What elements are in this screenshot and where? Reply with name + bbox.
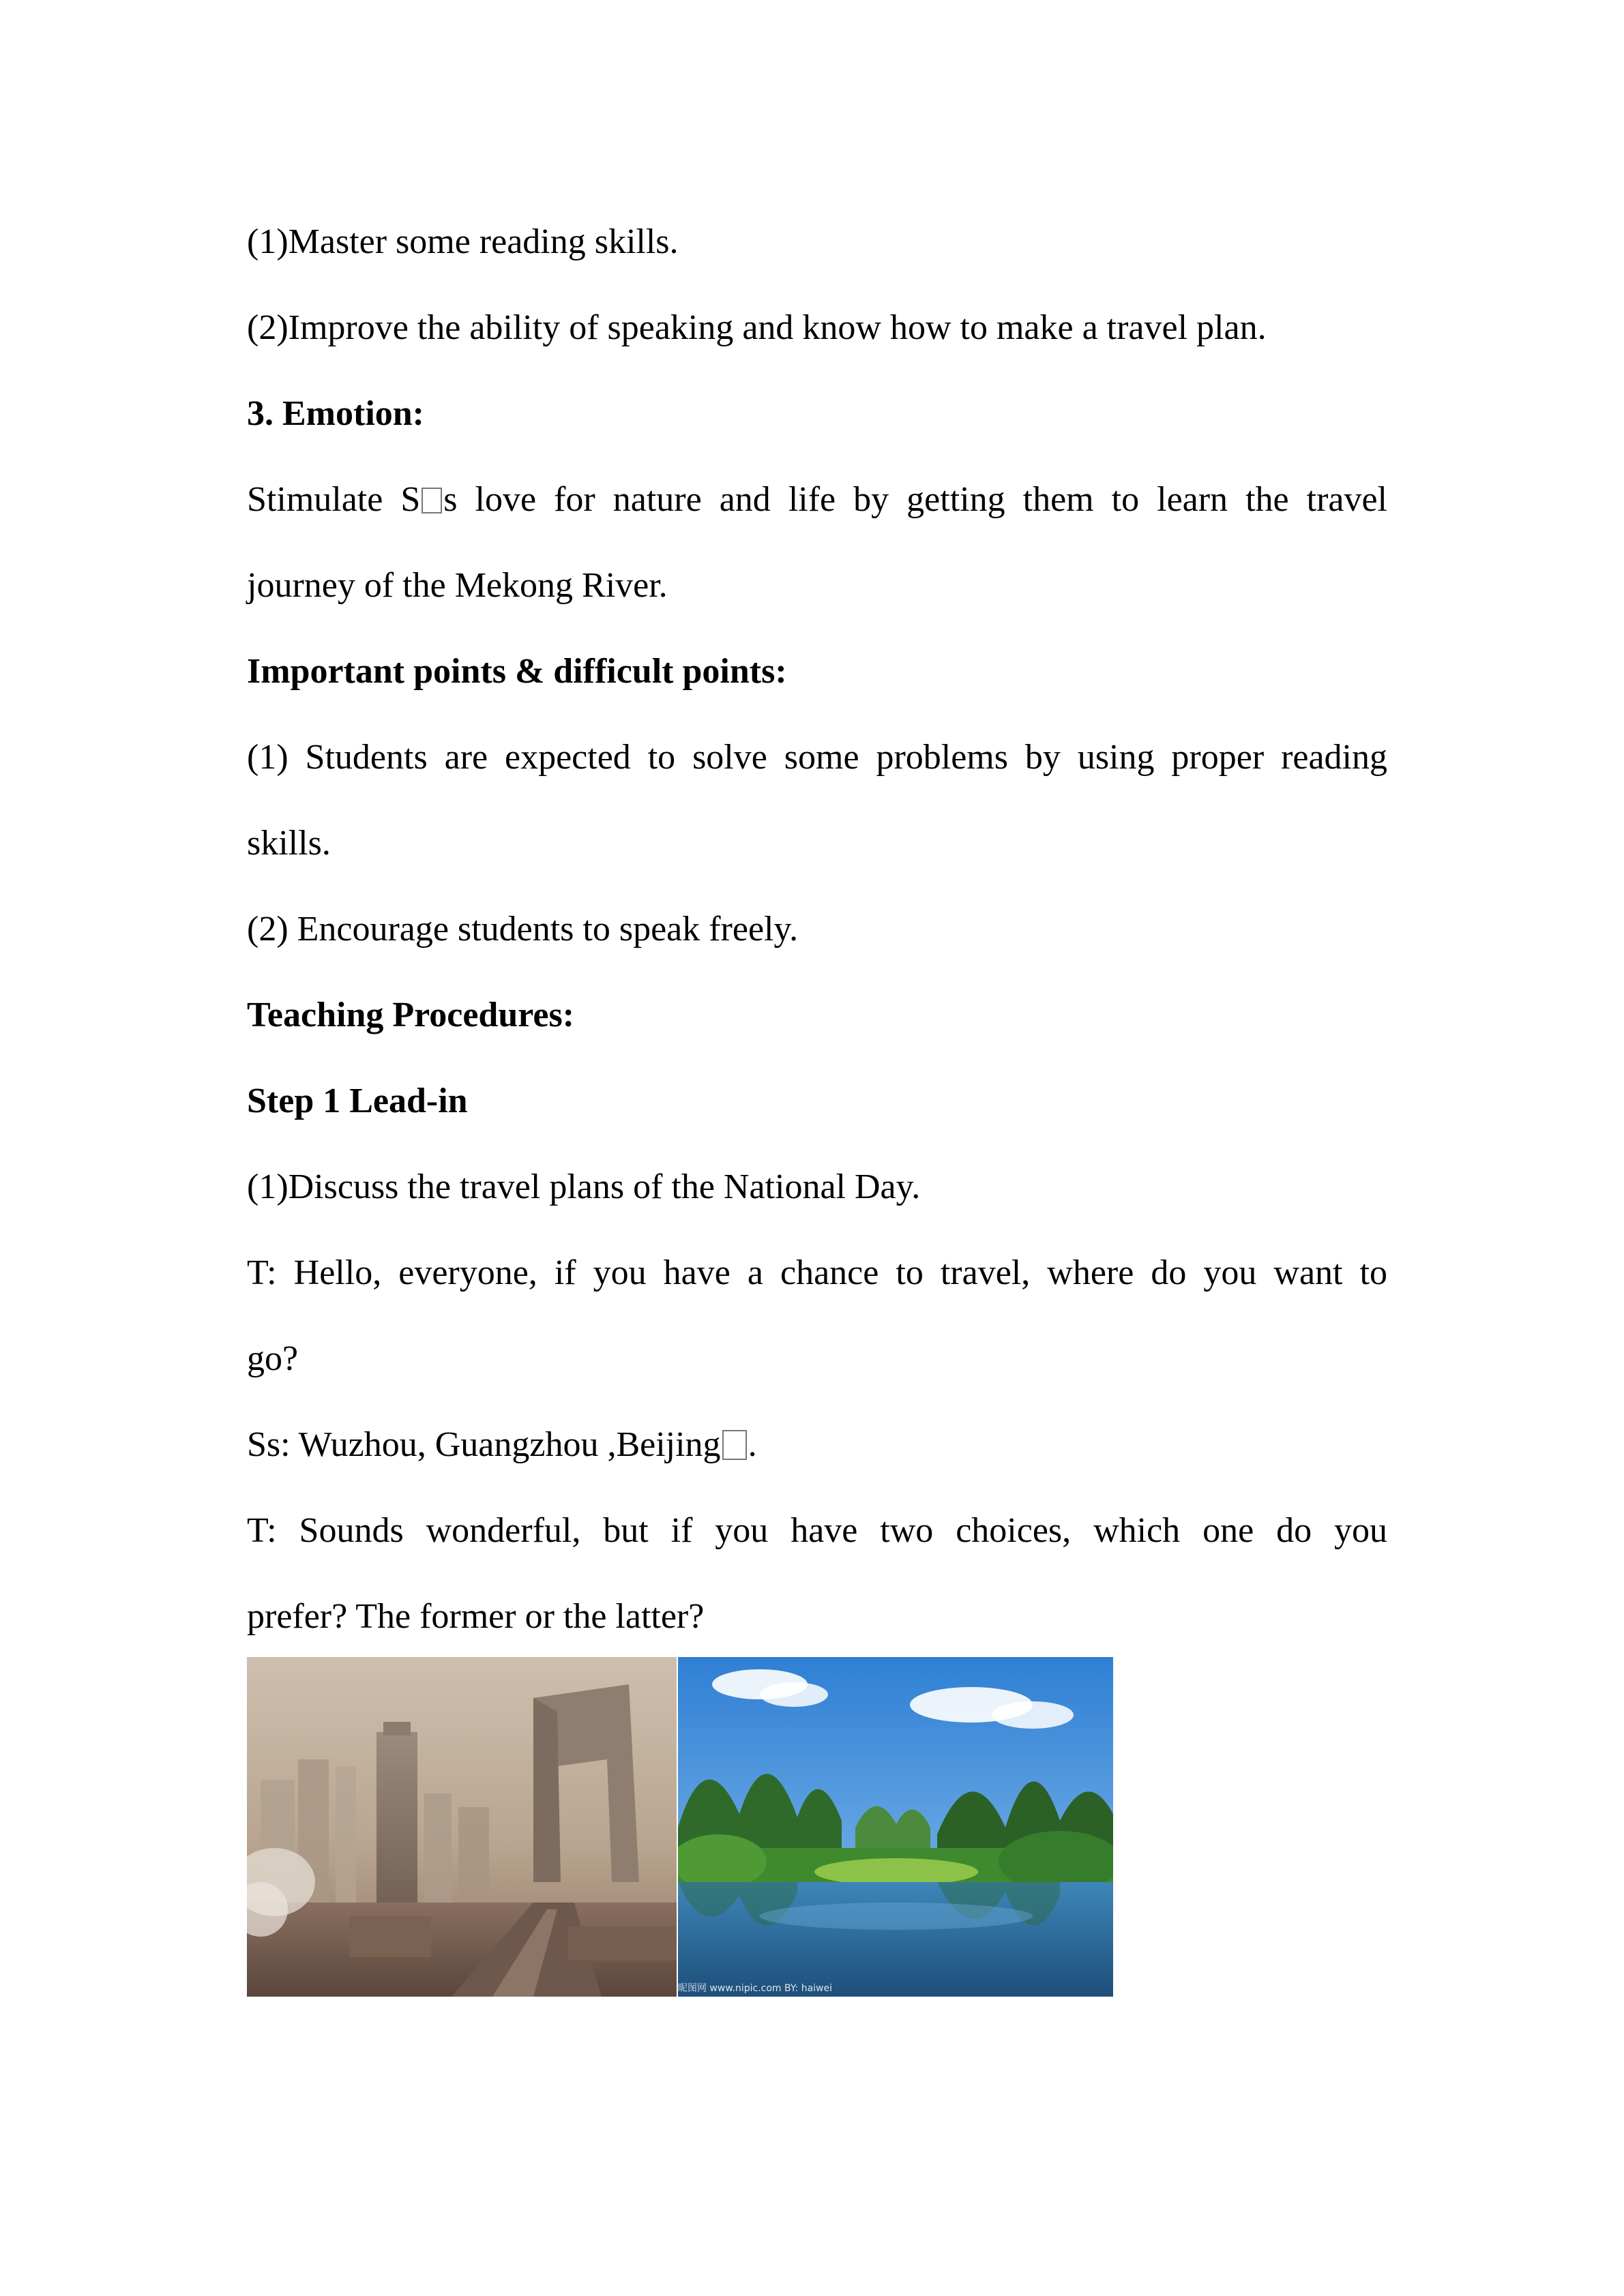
missing-glyph-icon	[422, 488, 442, 513]
procedures-heading: Teaching Procedures:	[247, 996, 575, 1034]
step-1-heading: Step 1 Lead-in	[247, 1082, 468, 1120]
students-answer-text: Ss: Wuzhou, Guangzhou ,Beijing	[247, 1425, 721, 1464]
emotion-text-a: Stimulate S	[247, 480, 421, 519]
teacher-followup-line-2: prefer? The former or the latter?	[247, 1597, 705, 1636]
points-heading: Important points & difficult points:	[247, 652, 787, 691]
emotion-line-1	[247, 476, 1387, 524]
teacher-question-line-1: T: Hello, everyone, if you have a chance to travel, where do you want to	[247, 1253, 1387, 1292]
emotion-text-b: s love for nature and life by getting them to learn the travel	[443, 480, 1387, 519]
teacher-question-line-2: go?	[247, 1339, 299, 1378]
objective-1: (1)Master some reading skills.	[247, 222, 679, 261]
students-answer	[247, 1421, 1387, 1469]
point-2: (2) Encourage students to speak freely.	[247, 910, 799, 949]
point-1-line-1: (1) Students are expected to solve some problems by using proper reading	[247, 738, 1387, 777]
river-landscape-photo	[678, 1657, 1113, 1997]
missing-glyph-icon	[722, 1430, 747, 1460]
students-answer-end: .	[748, 1425, 757, 1464]
emotion-line-2: journey of the Mekong River.	[247, 566, 668, 605]
teacher-followup-line-1: T: Sounds wonderful, but if you have two choices, which one do you	[247, 1511, 1387, 1550]
comparison-photos	[247, 1657, 1113, 1997]
emotion-heading: 3. Emotion:	[247, 394, 424, 433]
smoggy-city-photo	[247, 1657, 677, 1997]
photo-watermark: 昵图网 www.nipic.com BY: haiwei	[678, 1983, 832, 1994]
step-1-item-1: (1)Discuss the travel plans of the National Day.	[247, 1167, 921, 1206]
objective-2: (2)Improve the ability of speaking and know how to make a travel plan.	[247, 308, 1267, 347]
point-1-line-2: skills.	[247, 824, 331, 863]
